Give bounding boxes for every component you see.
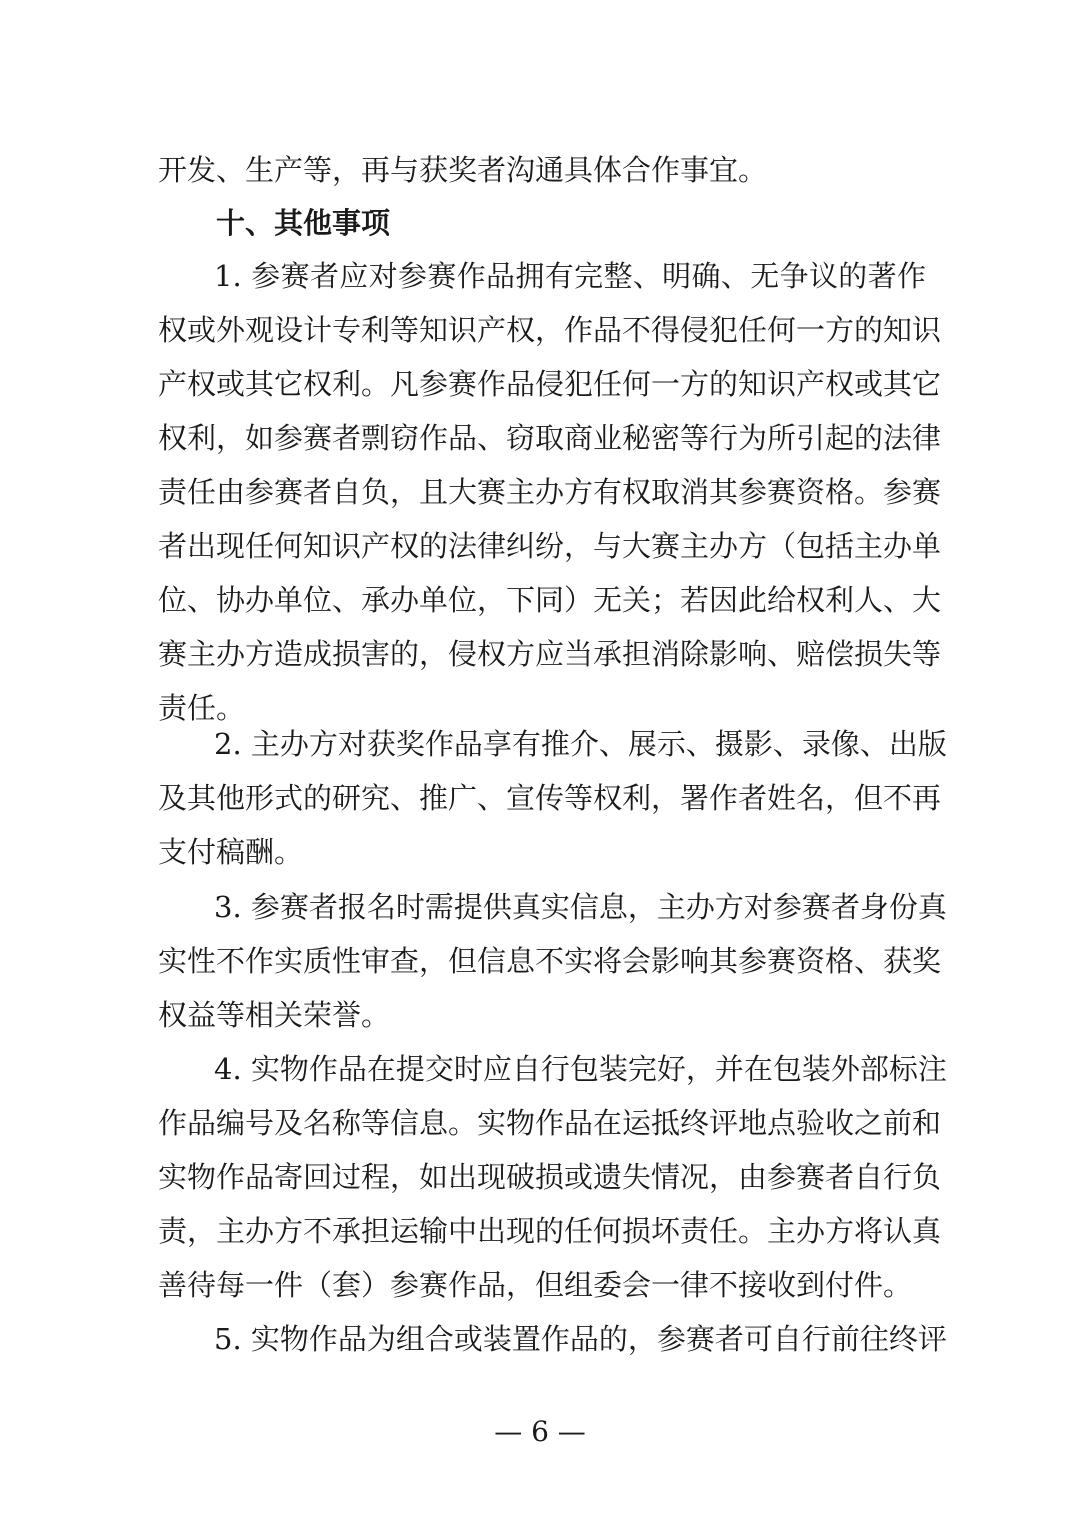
text-line: 位、协办单位、承办单位，下同）无关；若因此给权利人、大	[158, 583, 942, 617]
text-line: 者出现任何知识产权的法律纠纷，与大赛主办方（包括主办单	[158, 529, 942, 563]
text-line: 实物作品寄回过程，如出现破损或遗失情况，由参赛者自行负	[158, 1160, 942, 1194]
text-line: 善待每一件（套）参赛作品，但组委会一律不接收到付件。	[158, 1268, 913, 1302]
text-line: 赛主办方造成损害的，侵权方应当承担消除影响、赔偿损失等	[158, 637, 942, 671]
text-line: 及其他形式的研究、推广、宣传等权利，署作者姓名，但不再	[158, 781, 942, 815]
text-line: 开发、生产等，再与获奖者沟通具体合作事宜。	[158, 153, 768, 187]
text-line: 产权或其它权利。凡参赛作品侵犯任何一方的知识产权或其它	[158, 367, 942, 401]
text-line: 5. 实物作品为组合或装置作品的，参赛者可自行前往终评	[214, 1322, 947, 1356]
text-line: 责任。	[158, 691, 246, 725]
text-line: 责任由参赛者自负，且大赛主办方有权取消其参赛资格。参赛	[158, 475, 942, 509]
text-line: 权益等相关荣誉。	[158, 998, 391, 1032]
section-heading: 十、其他事项	[216, 206, 391, 240]
text-line: 权利，如参赛者剽窃作品、窃取商业秘密等行为所引起的法律	[158, 421, 942, 455]
text-line: 实性不作实质性审查，但信息不实将会影响其参赛资格、获奖	[158, 944, 942, 978]
text-line: 责，主办方不承担运输中出现的任何损坏责任。主办方将认真	[158, 1214, 942, 1248]
text-line: 权或外观设计专利等知识产权，作品不得侵犯任何一方的知识	[158, 313, 942, 347]
text-line: 作品编号及名称等信息。实物作品在运抵终评地点验收之前和	[158, 1106, 942, 1140]
text-line: 2. 主办方对获奖作品享有推介、展示、摄影、录像、出版	[214, 727, 947, 761]
text-line: 1. 参赛者应对参赛作品拥有完整、明确、无争议的著作	[214, 259, 926, 293]
text-line: 4. 实物作品在提交时应自行包装完好，并在包装外部标注	[214, 1052, 947, 1086]
text-line: 支付稿酬。	[158, 835, 304, 869]
text-line: 3. 参赛者报名时需提供真实信息，主办方对参赛者身份真	[214, 890, 947, 924]
page-number: — 6 —	[494, 1415, 586, 1448]
